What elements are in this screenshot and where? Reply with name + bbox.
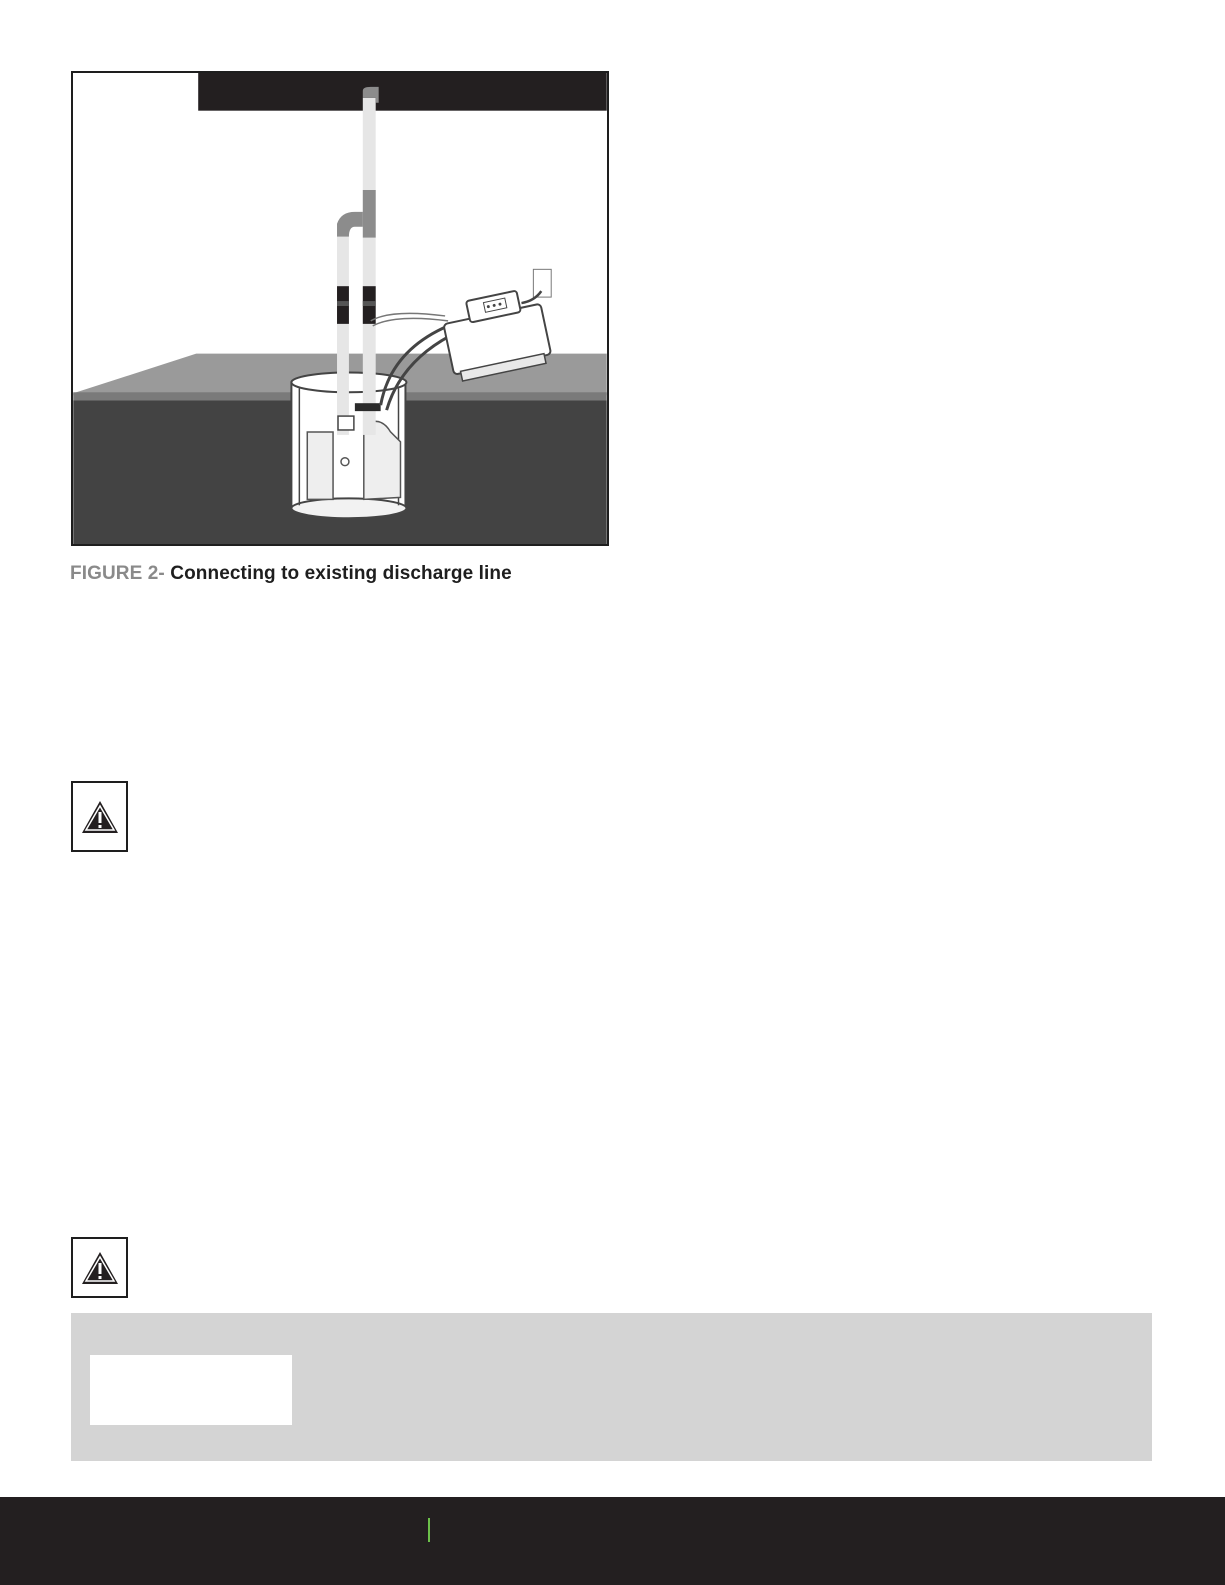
sump-pump-diagram <box>73 73 607 544</box>
warning-box <box>71 781 128 852</box>
figure-title: Connecting to existing discharge line <box>170 563 512 584</box>
note-panel <box>71 1313 1152 1461</box>
page-footer <box>0 1497 1225 1585</box>
warning-triangle-icon <box>80 1250 120 1286</box>
warning-triangle-icon <box>80 799 120 835</box>
footer-divider <box>428 1518 430 1542</box>
figure-2-illustration <box>71 71 609 546</box>
warning-box <box>71 1237 128 1298</box>
figure-label: FIGURE 2- <box>70 563 165 584</box>
note-panel-label-box <box>90 1355 292 1425</box>
figure-caption <box>70 563 512 585</box>
